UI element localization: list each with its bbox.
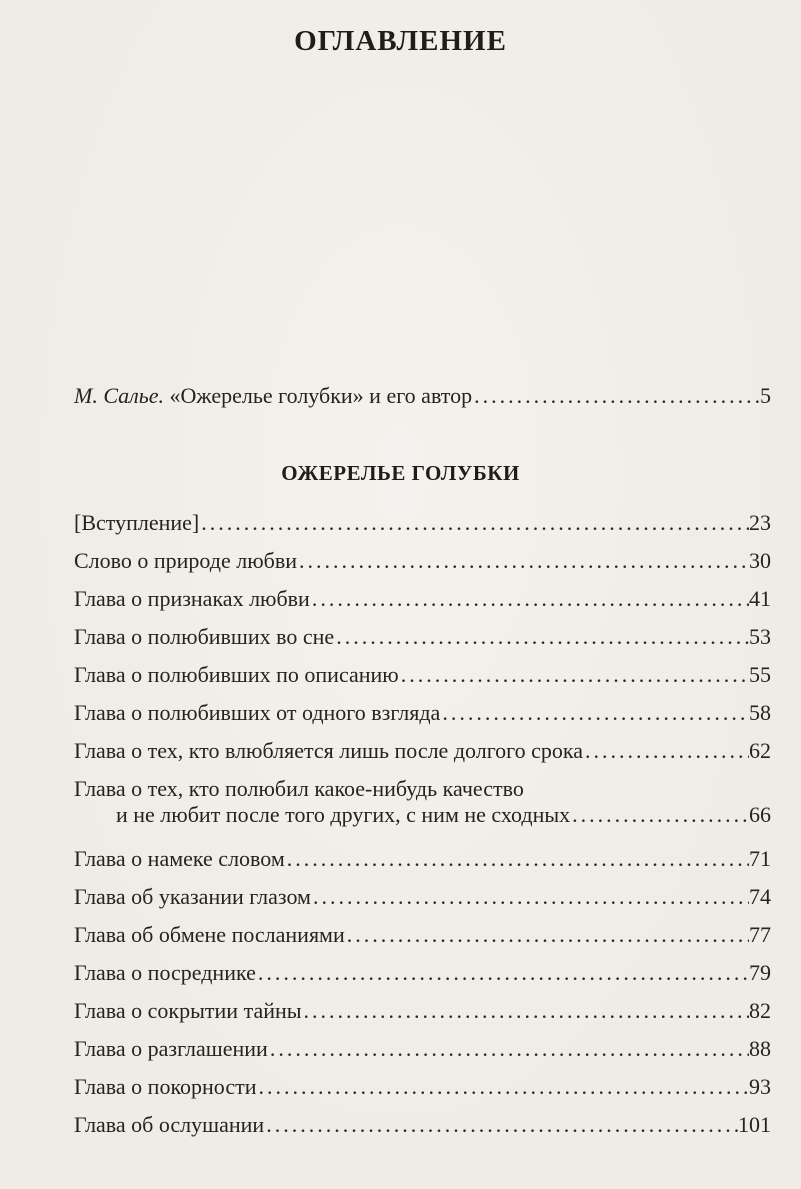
entry-label: Глава о намеке словом bbox=[74, 846, 285, 871]
page-number: 79 bbox=[749, 960, 771, 985]
entry-label: Глава о признаках любви bbox=[74, 586, 310, 611]
entry-label: Глава об указании глазом bbox=[74, 884, 311, 909]
page-number: 74 bbox=[749, 884, 771, 909]
dot-leader bbox=[256, 960, 749, 986]
page-number: 62 bbox=[749, 738, 771, 763]
dot-leader bbox=[199, 510, 749, 536]
entry-label-line1: Глава о тех, кто полюбил какое-нибудь качество bbox=[74, 776, 524, 801]
page-number: 53 bbox=[749, 624, 771, 649]
entry-label: Глава о покорности bbox=[74, 1074, 257, 1099]
page-number: 23 bbox=[749, 510, 771, 535]
dot-leader bbox=[264, 1112, 738, 1138]
toc-entry[interactable] bbox=[74, 884, 771, 922]
entry-label: Глава об обмене посланиями bbox=[74, 922, 345, 947]
entry-second-line bbox=[74, 802, 771, 828]
toc-entries bbox=[74, 510, 771, 1150]
toc-entry[interactable] bbox=[74, 548, 771, 586]
intro-label bbox=[74, 383, 472, 409]
page-number: 5 bbox=[760, 383, 771, 408]
page-number: 101 bbox=[738, 1112, 771, 1137]
toc-entry[interactable] bbox=[74, 624, 771, 662]
toc-entry[interactable] bbox=[74, 700, 771, 738]
page-number: 55 bbox=[749, 662, 771, 687]
dot-leader bbox=[268, 1036, 749, 1062]
toc-entry-intro[interactable] bbox=[74, 383, 771, 409]
entry-label: Слово о природе любви bbox=[74, 548, 298, 573]
page-number: 82 bbox=[749, 998, 771, 1023]
toc-entry[interactable] bbox=[74, 738, 771, 776]
toc-entry[interactable] bbox=[74, 922, 771, 960]
toc-entry-multiline[interactable] bbox=[74, 776, 771, 846]
toc-title: ОГЛАВЛЕНИЕ bbox=[294, 25, 507, 57]
toc-entry[interactable] bbox=[74, 1036, 771, 1074]
page-number: 71 bbox=[749, 846, 771, 871]
dot-leader bbox=[297, 548, 749, 574]
page-number: 58 bbox=[749, 700, 771, 725]
entry-label: Глава о разглашении bbox=[74, 1036, 268, 1061]
dot-leader bbox=[285, 846, 749, 872]
toc-entry[interactable] bbox=[74, 960, 771, 998]
toc-entry[interactable] bbox=[74, 1074, 771, 1112]
page-number: 93 bbox=[749, 1074, 771, 1099]
entry-label: Глава о сокрытии тайны bbox=[74, 998, 302, 1023]
entry-label: Глава о тех, кто влюбляется лишь после долгого срока bbox=[74, 738, 584, 763]
dot-leader bbox=[311, 884, 749, 910]
dot-leader bbox=[440, 700, 749, 726]
entry-label: [Вступление] bbox=[74, 510, 200, 535]
dot-leader bbox=[334, 624, 749, 650]
page-number: 30 bbox=[749, 548, 771, 573]
dot-leader bbox=[399, 662, 749, 688]
page-number: 41 bbox=[749, 586, 771, 611]
page-number: 88 bbox=[749, 1036, 771, 1061]
dot-leader bbox=[583, 738, 749, 764]
dot-leader bbox=[302, 998, 749, 1024]
toc-entry[interactable] bbox=[74, 586, 771, 624]
page-number: 77 bbox=[749, 922, 771, 947]
toc-entry[interactable] bbox=[74, 510, 771, 548]
toc-entry[interactable] bbox=[74, 846, 771, 884]
toc-entry[interactable] bbox=[74, 998, 771, 1036]
toc-entry[interactable] bbox=[74, 662, 771, 700]
dot-leader bbox=[472, 383, 760, 409]
entry-label-line2: и не любит после того других, с ним не сходных bbox=[116, 802, 571, 827]
intro-author: М. Салье. bbox=[74, 383, 165, 408]
entry-label: Глава о полюбивших по описанию bbox=[74, 662, 399, 687]
dot-leader bbox=[570, 802, 749, 828]
entry-label: Глава о полюбивших во сне bbox=[74, 624, 335, 649]
toc-entry[interactable] bbox=[74, 1112, 771, 1150]
section-heading: ОЖЕРЕЛЬЕ ГОЛУБКИ bbox=[281, 461, 520, 485]
page-number: 66 bbox=[749, 802, 771, 827]
intro-text: «Ожерелье голубки» и его автор bbox=[169, 383, 473, 408]
entry-label: Глава о посреднике bbox=[74, 960, 256, 985]
dot-leader bbox=[257, 1074, 750, 1100]
dot-leader bbox=[310, 586, 749, 612]
entry-label: Глава об ослушании bbox=[74, 1112, 265, 1137]
dot-leader bbox=[345, 922, 749, 948]
entry-label: Глава о полюбивших от одного взгляда bbox=[74, 700, 441, 725]
